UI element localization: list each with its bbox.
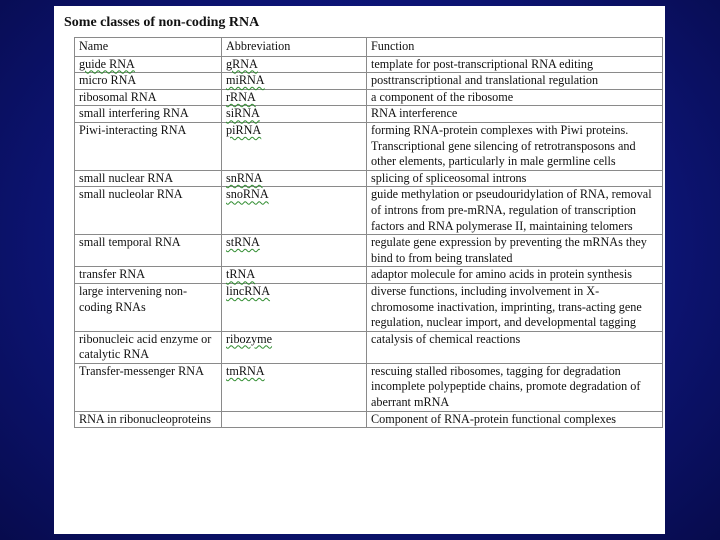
cell-name: small temporal RNA: [75, 235, 222, 267]
slide-document: [54, 6, 665, 534]
cell-name: small interfering RNA: [75, 106, 222, 123]
cell-function: forming RNA-protein complexes with Piwi proteins. Transcriptional gene silencing of retrotransposons and other elements, particularly in male germline cells: [367, 122, 663, 170]
cell-abbreviation: ribozyme: [222, 331, 367, 363]
cell-function: posttranscriptional and translational regulation: [367, 73, 663, 90]
cell-abbreviation: lincRNA: [222, 283, 367, 331]
header-function: Function: [367, 38, 663, 57]
cell-function: regulate gene expression by preventing the mRNAs they bind to from being translated: [367, 235, 663, 267]
cell-function: catalysis of chemical reactions: [367, 331, 663, 363]
table-row: [75, 363, 663, 411]
table-row: [75, 283, 663, 331]
cell-abbreviation: tmRNA: [222, 363, 367, 411]
cell-name: large intervening non-coding RNAs: [75, 283, 222, 331]
cell-function: splicing of spliceosomal introns: [367, 170, 663, 187]
table-row: [75, 187, 663, 235]
cell-abbreviation: snRNA: [222, 170, 367, 187]
ncrna-table: [74, 37, 663, 428]
header-name: Name: [75, 38, 222, 57]
table-row: [75, 170, 663, 187]
table-row: [75, 235, 663, 267]
cell-function: Component of RNA-protein functional complexes: [367, 411, 663, 428]
table-row: [75, 331, 663, 363]
table-row: [75, 106, 663, 123]
cell-function: diverse functions, including involvement in X-chromosome inactivation, imprinting, trans-acting gene regulation, nuclear import, and developmental tagging: [367, 283, 663, 331]
cell-name: RNA in ribonucleoproteins: [75, 411, 222, 428]
cell-name: micro RNA: [75, 73, 222, 90]
table-row: [75, 56, 663, 73]
cell-abbreviation: miRNA: [222, 73, 367, 90]
cell-name: ribosomal RNA: [75, 89, 222, 106]
cell-function: adaptor molecule for amino acids in protein synthesis: [367, 267, 663, 284]
cell-name: Piwi-interacting RNA: [75, 122, 222, 170]
table-row: [75, 267, 663, 284]
cell-abbreviation: [222, 411, 367, 428]
table-row: [75, 411, 663, 428]
table-row: [75, 73, 663, 90]
table-header-row: [75, 38, 663, 57]
cell-abbreviation: stRNA: [222, 235, 367, 267]
cell-name: transfer RNA: [75, 267, 222, 284]
cell-function: a component of the ribosome: [367, 89, 663, 106]
cell-function: rescuing stalled ribosomes, tagging for degradation incomplete polypeptide chains, promote degradation of aberrant mRNA: [367, 363, 663, 411]
cell-function: template for post-transcriptional RNA editing: [367, 56, 663, 73]
cell-abbreviation: piRNA: [222, 122, 367, 170]
cell-name: guide RNA: [75, 56, 222, 73]
cell-abbreviation: siRNA: [222, 106, 367, 123]
table-title: Some classes of non-coding RNA: [64, 15, 260, 30]
cell-name: small nuclear RNA: [75, 170, 222, 187]
cell-name: ribonucleic acid enzyme or catalytic RNA: [75, 331, 222, 363]
cell-function: guide methylation or pseudouridylation of RNA, removal of introns from pre-mRNA, regulation of transcription factors and RNA polymerase II, maintaining telomers: [367, 187, 663, 235]
cell-abbreviation: tRNA: [222, 267, 367, 284]
table-row: [75, 122, 663, 170]
cell-abbreviation: gRNA: [222, 56, 367, 73]
cell-abbreviation: snoRNA: [222, 187, 367, 235]
cell-name: Transfer-messenger RNA: [75, 363, 222, 411]
header-abbreviation: Abbreviation: [222, 38, 367, 57]
table-row: [75, 89, 663, 106]
cell-function: RNA interference: [367, 106, 663, 123]
cell-name: small nucleolar RNA: [75, 187, 222, 235]
cell-abbreviation: rRNA: [222, 89, 367, 106]
